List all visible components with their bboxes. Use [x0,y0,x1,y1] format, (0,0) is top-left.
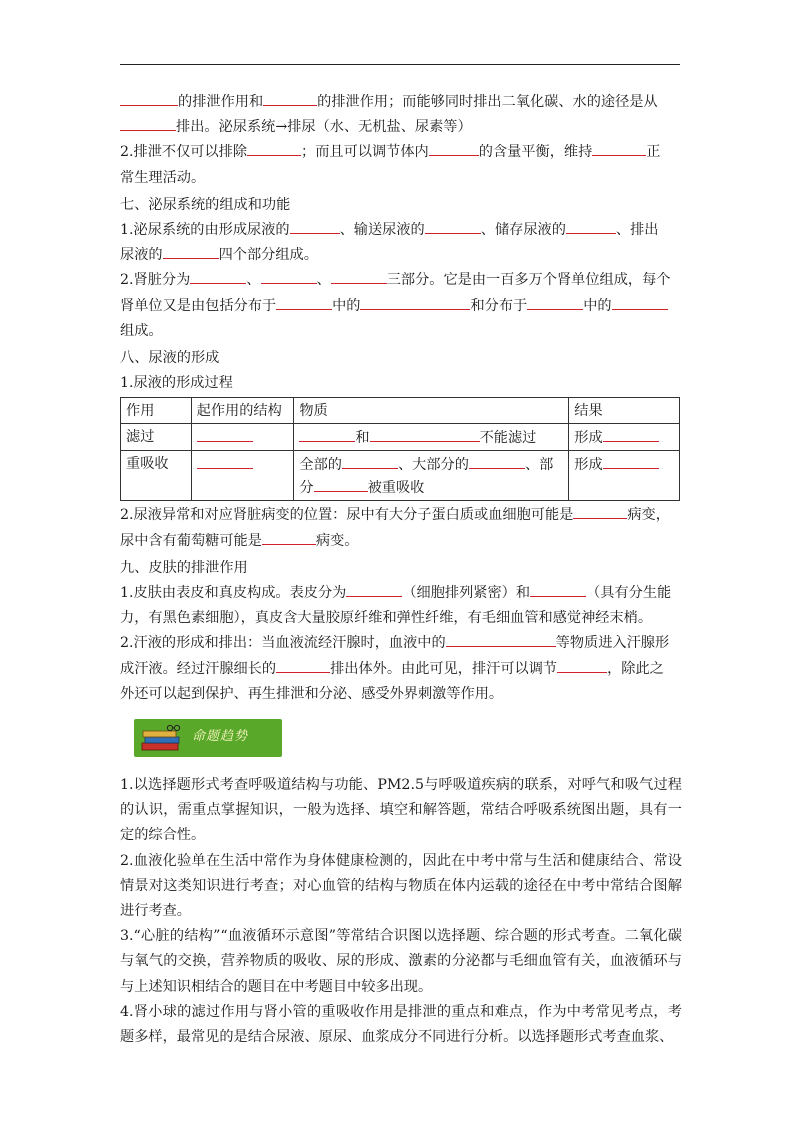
text: 全部的 [299,457,342,474]
text: （具有分生能 [586,585,672,602]
trend-paragraph: 1.以选择题形式考查呼吸道结构与功能、PM2.5与呼吸道疾病的联系，对呼气和吸气过程的认识，需重点掌握知识，一般为选择、填空和解答题，常结合呼吸系统图出题，具有一定的综合性。 [120,777,682,844]
text: 、储存尿液的 [480,222,566,239]
banner-label: 命题趋势 [192,729,249,745]
text: 病变。 [315,532,359,549]
text-line [120,529,682,554]
text: 不能滤过 [479,430,537,447]
text: 2.汗液的形成和排出：当血液流经汗腺时，血液中的 [120,635,446,652]
text: 排出体外。由此可见，排汗可以调节 [330,660,558,677]
text-line [120,682,682,707]
section-heading-9: 九、皮肤的排泄作用 [120,559,248,576]
text: 、 [316,272,331,289]
table-cell: 滤过 [121,424,192,451]
text-line [120,503,682,528]
answer-blank[interactable] [527,294,583,310]
section-heading-7: 七、泌尿系统的组成和功能 [120,196,291,213]
table-header: 起作用的结构 [191,398,294,424]
text-line [120,371,682,396]
text: ，除此之 [607,660,664,677]
answer-blank[interactable] [299,426,355,442]
text: 形成 [574,430,603,447]
text: 的排泄作用和 [178,94,264,110]
answer-blank[interactable] [469,453,525,469]
text: 力，有黑色素细胞），真皮含大量胶原纤维和弹性纤维，有毛细血管和感觉神经末梢。 [120,610,653,627]
answer-blank[interactable] [342,453,398,469]
table-row [121,424,680,451]
answer-blank[interactable] [573,503,627,519]
text: 正 [646,144,661,161]
answer-blank[interactable] [262,529,316,545]
text: 尿液的 [120,247,163,264]
table-cell [191,451,294,501]
answer-blank[interactable] [370,426,480,442]
table-header: 结果 [569,398,680,424]
section-heading-8: 八、尿液的形成 [120,350,220,367]
answer-blank[interactable] [557,657,607,673]
answer-blank[interactable] [276,657,330,673]
table-header-row [121,398,680,424]
text: 1.尿液的形成过程 [120,375,233,392]
text: 和分布于 [470,297,528,314]
answer-blank[interactable] [247,140,301,156]
text: 中的 [583,297,612,314]
text-line [120,294,682,319]
answer-blank[interactable] [346,581,402,597]
answer-blank[interactable] [331,268,387,284]
text: 排出。泌尿系统→排尿（水、无机盐、尿素等） [176,119,472,136]
answer-blank[interactable] [190,268,246,284]
document-body [120,90,682,1050]
text: 三部分。它是由一百多万个肾单位组成，每个 [386,272,671,289]
text: 尿中含有葡萄糖可能是 [120,532,262,549]
answer-blank[interactable] [263,90,317,106]
answer-blank[interactable] [163,243,219,259]
answer-blank[interactable] [592,140,646,156]
text: （细胞排列紧密）和 [402,585,531,602]
answer-blank[interactable] [276,294,332,310]
text-line [120,606,682,631]
answer-blank[interactable] [290,218,340,234]
answer-blank[interactable] [603,426,659,442]
answer-blank[interactable] [425,218,481,234]
text: 组成。 [120,322,163,339]
text-line [120,319,682,344]
table-cell [294,451,569,501]
text-line [120,631,682,656]
text: 被重吸收 [367,480,425,497]
trend-paragraph: 4.肾小球的滤过作用与肾小管的重吸收作用是排泄的重点和难点，作为中考常见考点，考题多样，最常见的是结合尿液、原尿、血浆成分不同进行分析。以选择题形式考查血浆、 [120,1003,682,1046]
table-cell [191,424,294,451]
table-header: 物质 [294,398,569,424]
text: 等物质进入汗腺形 [555,635,670,652]
text: 的含量平衡，维持 [478,144,593,161]
text-line [120,218,682,243]
answer-blank[interactable] [603,453,659,469]
answer-blank[interactable] [612,294,668,310]
answer-blank[interactable] [360,294,470,310]
text-line [120,90,682,115]
text: 1.泌尿系统的由形成尿液的 [120,222,290,239]
text: 成汗液。经过汗腺细长的 [120,660,277,677]
text: 中的 [332,297,361,314]
answer-blank[interactable] [530,581,586,597]
text: 外还可以起到保护、再生排泄和分泌、感受外界刺激等作用。 [120,685,504,702]
answer-blank[interactable] [314,476,368,492]
text-line [120,268,682,293]
answer-blank[interactable] [120,115,176,131]
answer-blank[interactable] [261,268,317,284]
table-cell [294,424,569,451]
text: ；而且可以调节体内 [301,144,429,161]
answer-blank[interactable] [429,140,479,156]
text: 病变， [627,507,670,524]
answer-blank[interactable] [197,453,253,469]
trend-paragraph: 3.“心脏的结构”“血液循环示意图”等常结合识图以选择题、综合题的形式考查。二氧化碳与氧气的交换，营养物质的吸收、尿的形成、激素的分泌都与毛细血管有关，血液循环与与上述知识相结合的题目在中考题目中较多出现。 [120,928,682,995]
answer-blank[interactable] [120,90,178,106]
answer-blank[interactable] [566,218,616,234]
table-cell [569,424,680,451]
table-cell: 重吸收 [121,451,192,501]
text: 2.肾脏分为 [120,272,191,289]
text: 形成 [574,457,603,474]
text: 和 [355,430,370,447]
text: 、输送尿液的 [339,222,425,239]
books-icon [140,724,184,752]
header-rule [120,64,680,65]
text: 、大部分的 [397,457,469,474]
text-line [120,140,682,165]
text: 常生理活动。 [120,169,206,186]
text: 、 [246,272,261,289]
text: 2.排泄不仅可以排除 [120,144,248,161]
text: 肾单位又是由包括分布于 [120,297,277,314]
table-row [121,451,680,501]
exam-trends-banner [134,719,282,757]
text-line [120,243,682,268]
text: 分 [299,480,314,497]
table-header: 作用 [121,398,192,424]
text-line [120,115,682,140]
text: 、排出 [615,222,659,239]
text: 2.尿液异常和对应肾脏病变的位置：尿中有大分子蛋白质或血细胞可能是 [120,507,574,524]
answer-blank[interactable] [197,426,253,442]
urine-formation-table [120,397,680,501]
text-line [120,657,682,682]
text: 的排泄作用；而能够同时排出二氧化碳、水的途径是从 [317,94,658,110]
table-cell [569,451,680,501]
text: 1.皮肤由表皮和真皮构成。表皮分为 [120,585,347,602]
text: 、部 [524,457,554,474]
text-line [120,166,682,191]
text: 四个部分组成。 [218,247,318,264]
answer-blank[interactable] [446,631,556,647]
trend-paragraph: 2.血液化验单在生活中常作为身体健康检测的，因此在中考中常与生活和健康结合、常设情景对这类知识进行考查；对心血管的结构与物质在体内运载的途径在中考中常结合图解进行考查。 [120,852,682,920]
text-line [120,581,682,606]
